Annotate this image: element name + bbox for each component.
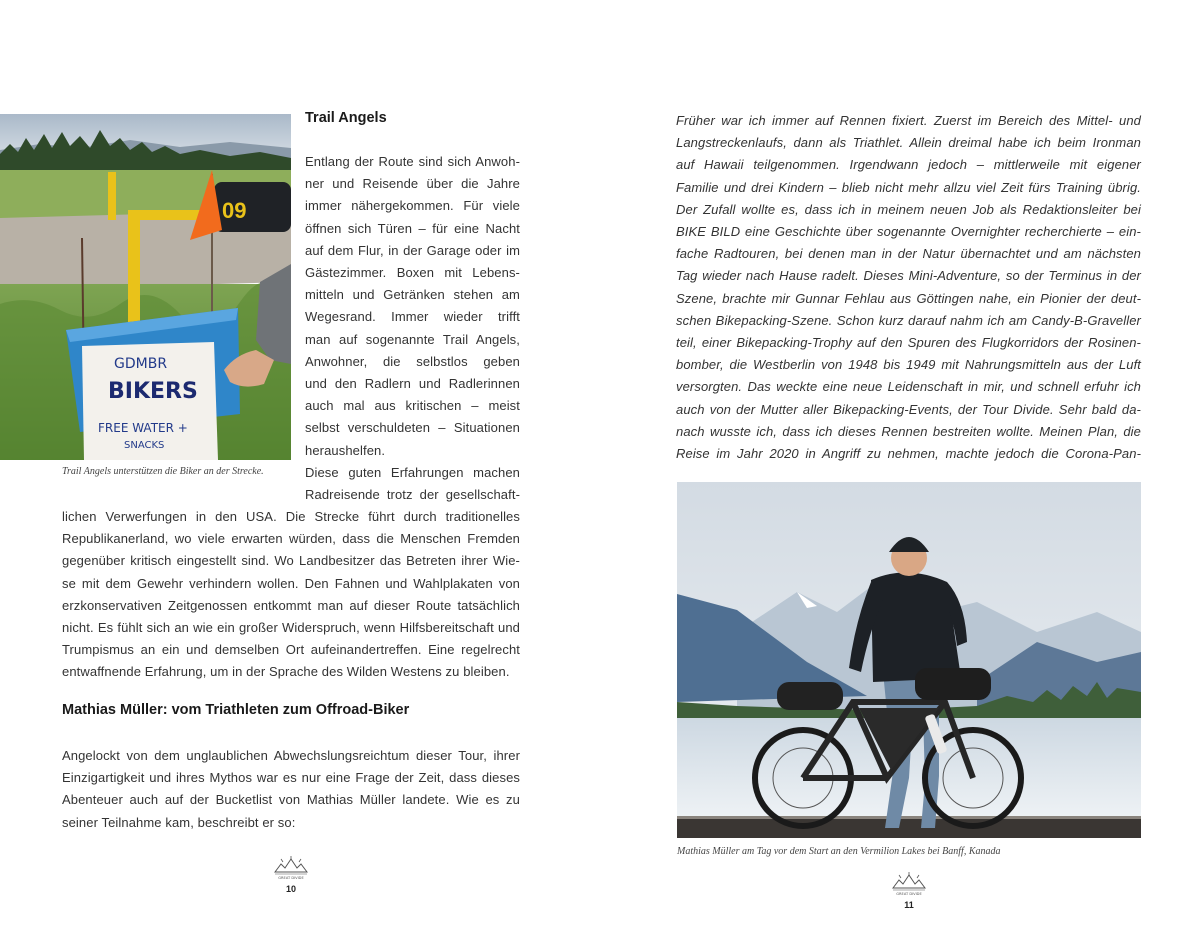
text-line: Entlang der Route sind sich Anwoh- <box>305 154 520 169</box>
trail-angels-caption: Trail Angels unterstützen die Biker an der Strecke. <box>62 466 264 477</box>
text-line: auch von der Mutter aller Bikepacking-Events, der Tour Divide. Sehr bald da- <box>676 401 1141 417</box>
text-line: Anwohner, die selbstlos geben <box>305 353 520 369</box>
right-page <box>600 0 1200 933</box>
text-line: nach wusste ich, dass ich dieses Rennen bestreiten wollte. Meinen Plan, die <box>676 423 1141 439</box>
mathias-photo <box>677 482 1141 838</box>
text-line: Tag wieder nach Hause radelt. Dieses Mini-Adventure, so der Terminus in der <box>676 268 1141 284</box>
text-line: und den Radlern und Radlerinnen <box>305 376 520 392</box>
text-line: Gästezimmer. Boxen mit Lebens- <box>305 265 520 281</box>
text-line: fache Radtouren, bei denen man in der Natur übernachtet und am nächsten <box>676 246 1141 262</box>
text-line: Familie und drei Kindern – blieb nicht mehr allzu viel Zeit fürs Training übrig. <box>676 179 1141 195</box>
mailbox-number: 09 <box>222 198 247 223</box>
page-number-right: 11 <box>904 900 914 910</box>
mathias-quote-text <box>676 110 1141 465</box>
text-line: mitteln und Getränken stehen am <box>305 287 520 303</box>
sign-line-snacks: SNACKS <box>124 440 165 451</box>
page-folio-right <box>884 872 934 910</box>
trail-angels-narrow-column <box>305 151 520 506</box>
text-line: BIKE BILD eine Geschichte über sogenannte Overnighter recherchierte – ein- <box>676 224 1141 240</box>
text-line: teil, einer Bikepacking-Trophy auf den Spuren des Flugkorridors der Rosinen- <box>676 335 1141 351</box>
logo-text-left: GREAT DIVIDE <box>278 876 304 880</box>
text-line: schen Bikepacking-Szene. Schon kurz darauf nahm ich am Candy-B-Graveller <box>676 312 1141 328</box>
text-line: Einzigartigkeit und ihres Mythos war es nur eine Frage der Zeit, dass dieses <box>62 770 520 786</box>
section-title-mathias-mueller: Mathias Müller: vom Triathleten zum Offroad-Biker <box>62 702 410 718</box>
text-line: Diese guten Erfahrungen machen <box>305 464 520 480</box>
text-line: Reise im Jahr 2020 in Angriff zu nehmen, machte jedoch die Corona-Pan- <box>676 446 1141 462</box>
text-line: auf Hawaii teilgenommen. Irgendwann jedoch – mittlerweile mit eigener <box>676 157 1141 173</box>
text-line: erzkonservativen Zeitgenossen entkommt man auf dieser Route tatsächlich <box>62 597 520 613</box>
great-divide-logo-icon <box>889 872 929 896</box>
text-line: Trumpismus an ein und demselben Ort aufeinandertreffen. Eine regelrecht <box>62 642 520 658</box>
page-folio-left <box>266 856 316 894</box>
text-line: Angelockt von dem unglaublichen Abwechslungsreichtum dieser Tour, ihrer <box>62 748 520 763</box>
text-line: versorgten. Das weckte eine neue Leidenschaft in mir, und schnell erfuhr ich <box>676 379 1141 395</box>
mathias-intro-text <box>62 745 520 834</box>
great-divide-logo-icon <box>271 856 311 880</box>
sign-line-free-water: FREE WATER + <box>98 421 188 435</box>
text-line: Wegesrand. Immer wieder trifft <box>305 309 520 325</box>
text-line: seiner Teilnahme kam, beschreibt er so: <box>62 814 296 830</box>
text-line: se mit dem Gewehr verhindern wollen. Den Fahnen und Wahlplakaten von <box>62 575 520 591</box>
page-number-left: 10 <box>285 884 296 894</box>
trail-angels-photo-svg <box>0 114 291 460</box>
sign-line-bikers: BIKERS <box>108 379 198 404</box>
trail-angels-full-column <box>62 506 520 684</box>
text-line: auch mal aus kritischen – meist <box>305 398 520 414</box>
text-line: lichen Verwerfungen in den USA. Die Strecke führt durch traditionelles <box>62 509 520 524</box>
text-line: man auf sogenannte Trail Angels, <box>305 331 520 347</box>
text-line: heraushelfen. <box>305 442 386 458</box>
text-line: öffnen sich Türen – für eine Nacht <box>305 220 520 236</box>
text-line: Abenteuer auch auf der Bucketlist von Mathias Müller landete. Wie es zu <box>62 792 520 808</box>
text-line: Republikanerland, wo viele erwarten würden, dass die Menschen Fremden <box>62 531 520 547</box>
text-line: entwaffnende Erfahrung, um in der Sprache des Wilden Westens zu bleiben. <box>62 664 510 680</box>
logo-text-right: GREAT DIVIDE <box>896 892 922 896</box>
text-line: Langstreckenlaufs, dann als Triathlet. Allein dreimal habe ich beim Ironman <box>676 135 1141 151</box>
section-title-trail-angels: Trail Angels <box>305 110 387 126</box>
text-line: selbst verschuldeten – Situationen <box>305 420 520 436</box>
mathias-photo-caption: Mathias Müller am Tag vor dem Start an den Vermilion Lakes bei Banff, Kanada <box>677 846 1001 857</box>
text-line: ner und Reisende über die Jahre <box>305 176 520 192</box>
text-line: immer nähergekommen. Für viele <box>305 198 520 214</box>
text-line: auf dem Flur, in der Garage oder im <box>305 242 520 258</box>
text-line: Szene, brachte mir Gunnar Fehlau aus Göttingen nahe, ein Pionier der deut- <box>676 290 1141 306</box>
text-line: nicht. Es fühlt sich an wie ein großer Widerspruch, wenn Hilfsbereitschaft und <box>62 620 520 636</box>
trail-angels-photo <box>0 114 291 460</box>
mathias-photo-svg <box>677 482 1141 838</box>
text-line: bomber, die Westberlin von 1948 bis 1949 mit Nahrungsmitteln aus der Luft <box>676 357 1141 373</box>
text-line: Radreisende trotz der gesellschaft- <box>305 487 520 503</box>
text-line: Früher war ich immer auf Rennen fixiert. Zuerst im Bereich des Mittel- und <box>676 113 1141 128</box>
text-line: gegenüber kritisch eingestellt sind. Wo Landbesitzer das Betreten ihrer Wie- <box>62 553 520 569</box>
sign-line-gdmbr: GDMBR <box>114 356 168 372</box>
text-line: Der Zufall wollte es, dass ich in meinem neuen Job als Redaktionsleiter bei <box>676 201 1141 217</box>
